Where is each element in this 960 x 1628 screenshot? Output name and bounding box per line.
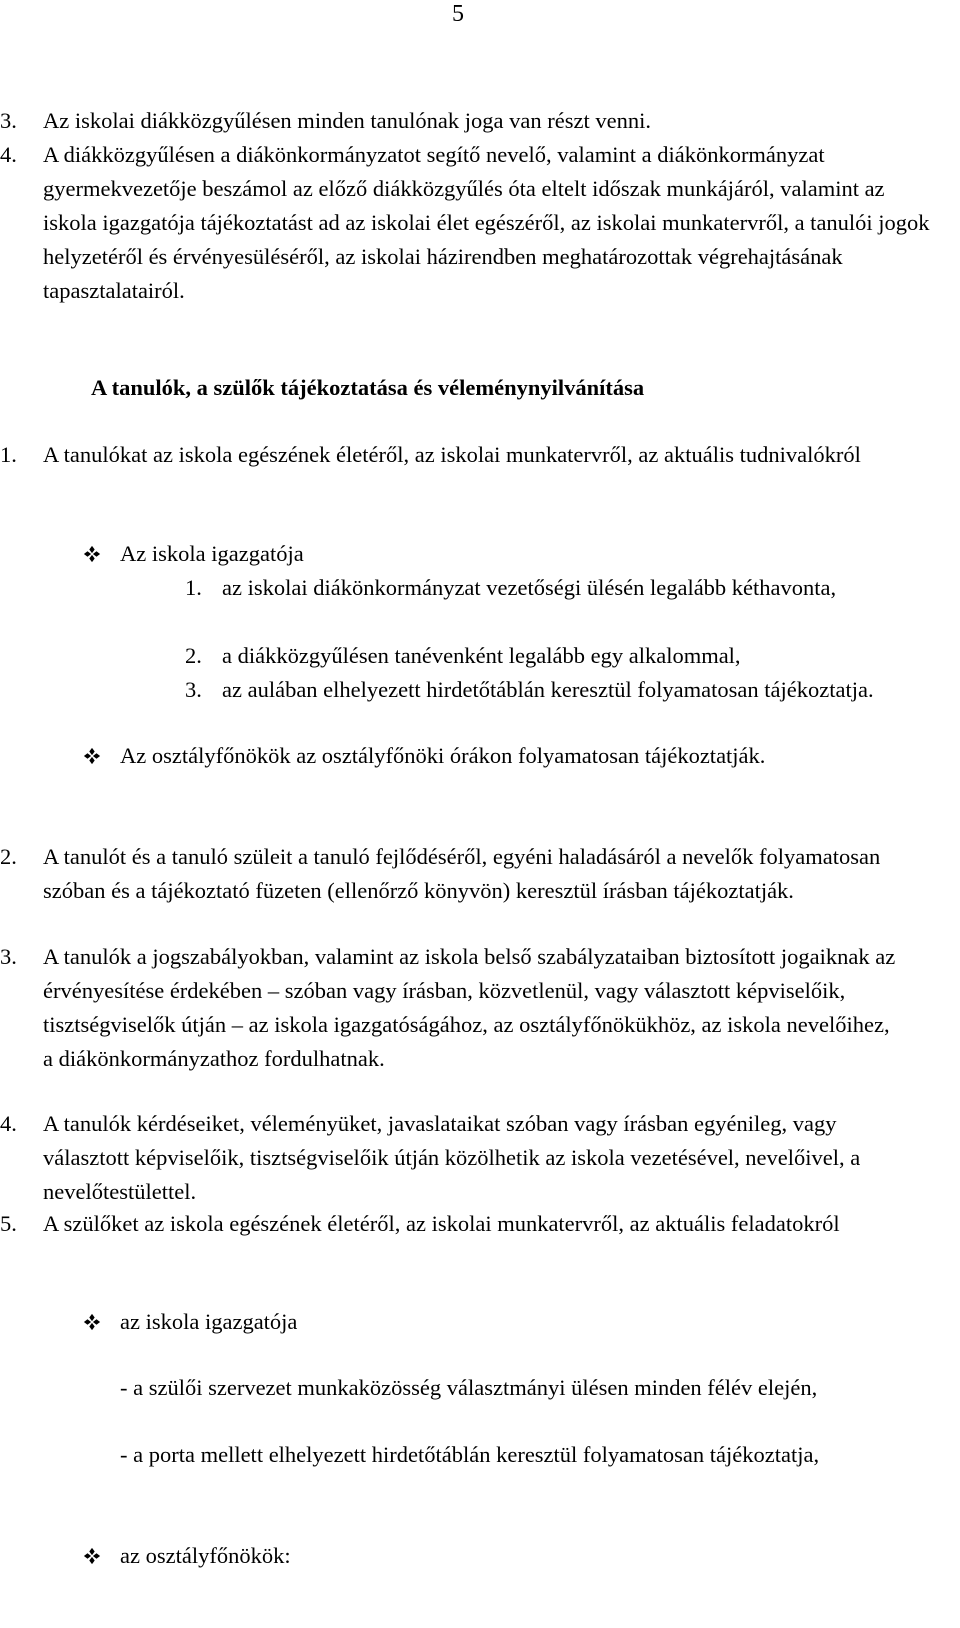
list-item-text: A tanulók a jogszabályokban, valamint az iskola belső szabályzataiban biztosított jogaiknak az érvényesítése érdekében – szóban vagy írásban, közvetlenül, vagy választott képviselőik, tisztségviselők útján – az iskola igazgatóságához, az osztályfőnökükhöz, az iskola nevelőihez, a diákönkormányzathoz fordulhatnak.	[43, 944, 896, 1071]
list-item-number: 4.	[0, 1111, 17, 1136]
dash-line-text: - a porta mellett elhelyezett hirdetőtáblán keresztül folyamatosan tájékoztatja,	[120, 1442, 820, 1467]
section-heading: A tanulók, a szülők tájékoztatása és véleménynyilvánítása	[91, 375, 645, 400]
list-item-number: 3.	[0, 108, 17, 133]
sub-list-text: az aulában elhelyezett hirdetőtáblán keresztül folyamatosan tájékoztatja.	[222, 677, 874, 702]
bullet-item	[83, 537, 903, 571]
sub-list-number: 3.	[185, 677, 202, 702]
list-item-number: 5.	[0, 1211, 17, 1236]
diamond-bullet-icon	[83, 747, 101, 765]
list-item	[0, 138, 930, 308]
bullet-label: az iskola igazgatója	[120, 1309, 298, 1334]
list-item-text: A diákközgyűlésen a diákönkormányzatot segítő nevelő, valamint a diákönkormányzat gyermekvezetője beszámol az előző diákközgyűlés óta eltelt időszak munkájáról, valamint az iskola igazgatója tájékoztatást ad az iskolai élet egészéről, az iskolai munkatervről, a tanulói jogok helyzetéről és érvényesüléséről, az iskolai házirendben meghatározottak végrehajtásának tapasztalatairól.	[43, 142, 930, 303]
list-item-number: 2.	[0, 844, 17, 869]
bullet-label: Az iskola igazgatója	[120, 541, 304, 566]
bullet-item	[83, 1305, 903, 1339]
sub-list-number: 2.	[185, 643, 202, 668]
list-item	[0, 840, 925, 908]
list-item	[0, 940, 905, 1076]
dash-line	[120, 1438, 880, 1472]
diamond-bullet-icon	[83, 1547, 101, 1565]
list-item	[0, 1207, 925, 1241]
list-item	[0, 1107, 905, 1209]
list-item-number: 4.	[0, 142, 17, 167]
list-item-text: A tanulót és a tanuló szüleit a tanuló fejlődéséről, egyéni haladásáról a nevelők folyamatosan szóban és a tájékoztató füzeten (ellenőrző könyvön) keresztül írásban tájékoztatják.	[43, 844, 881, 903]
diamond-bullet-icon	[83, 545, 101, 563]
bullet-label: az osztályfőnökök:	[120, 1543, 291, 1568]
sub-list-text: a diákközgyűlésen tanévenként legalább egy alkalommal,	[222, 643, 741, 668]
bullet-item	[83, 739, 803, 773]
bullet-item	[83, 1539, 903, 1573]
sub-list-item	[185, 673, 930, 707]
sub-list-text: az iskolai diákönkormányzat vezetőségi ülésén legalább kéthavonta,	[222, 575, 837, 600]
dash-line	[120, 1371, 880, 1405]
list-item-text: A tanulókat az iskola egészének életéről, az iskolai munkatervről, az aktuális tudnivalókról	[43, 442, 861, 467]
list-item-text: A tanulók kérdéseiket, véleményüket, javaslataikat szóban vagy írásban egyénileg, vagy választott képviselőik, tisztségviselőik útján közölhetik az iskola vezetésével, nevelőivel, a nevelőtestülettel.	[43, 1111, 861, 1204]
list-item-text: A szülőket az iskola egészének életéről, az iskolai munkatervről, az aktuális feladatokról	[43, 1211, 840, 1236]
page-number: 5	[452, 1, 464, 27]
bullet-text: Az osztályfőnökök az osztályfőnöki órákon folyamatosan tájékoztatják.	[120, 743, 766, 768]
list-item	[0, 438, 900, 472]
list-item-number: 3.	[0, 944, 17, 969]
list-item-number: 1.	[0, 442, 17, 467]
sub-list-item	[185, 639, 905, 673]
list-item-text: Az iskolai diákközgyűlésen minden tanulónak joga van részt venni.	[43, 108, 651, 133]
sub-list-item	[185, 571, 905, 605]
sub-list-number: 1.	[185, 575, 202, 600]
list-item	[0, 104, 930, 138]
diamond-bullet-icon	[83, 1313, 101, 1331]
dash-line-text: - a szülői szervezet munkaközösség választmányi ülésen minden félév elején,	[120, 1375, 818, 1400]
